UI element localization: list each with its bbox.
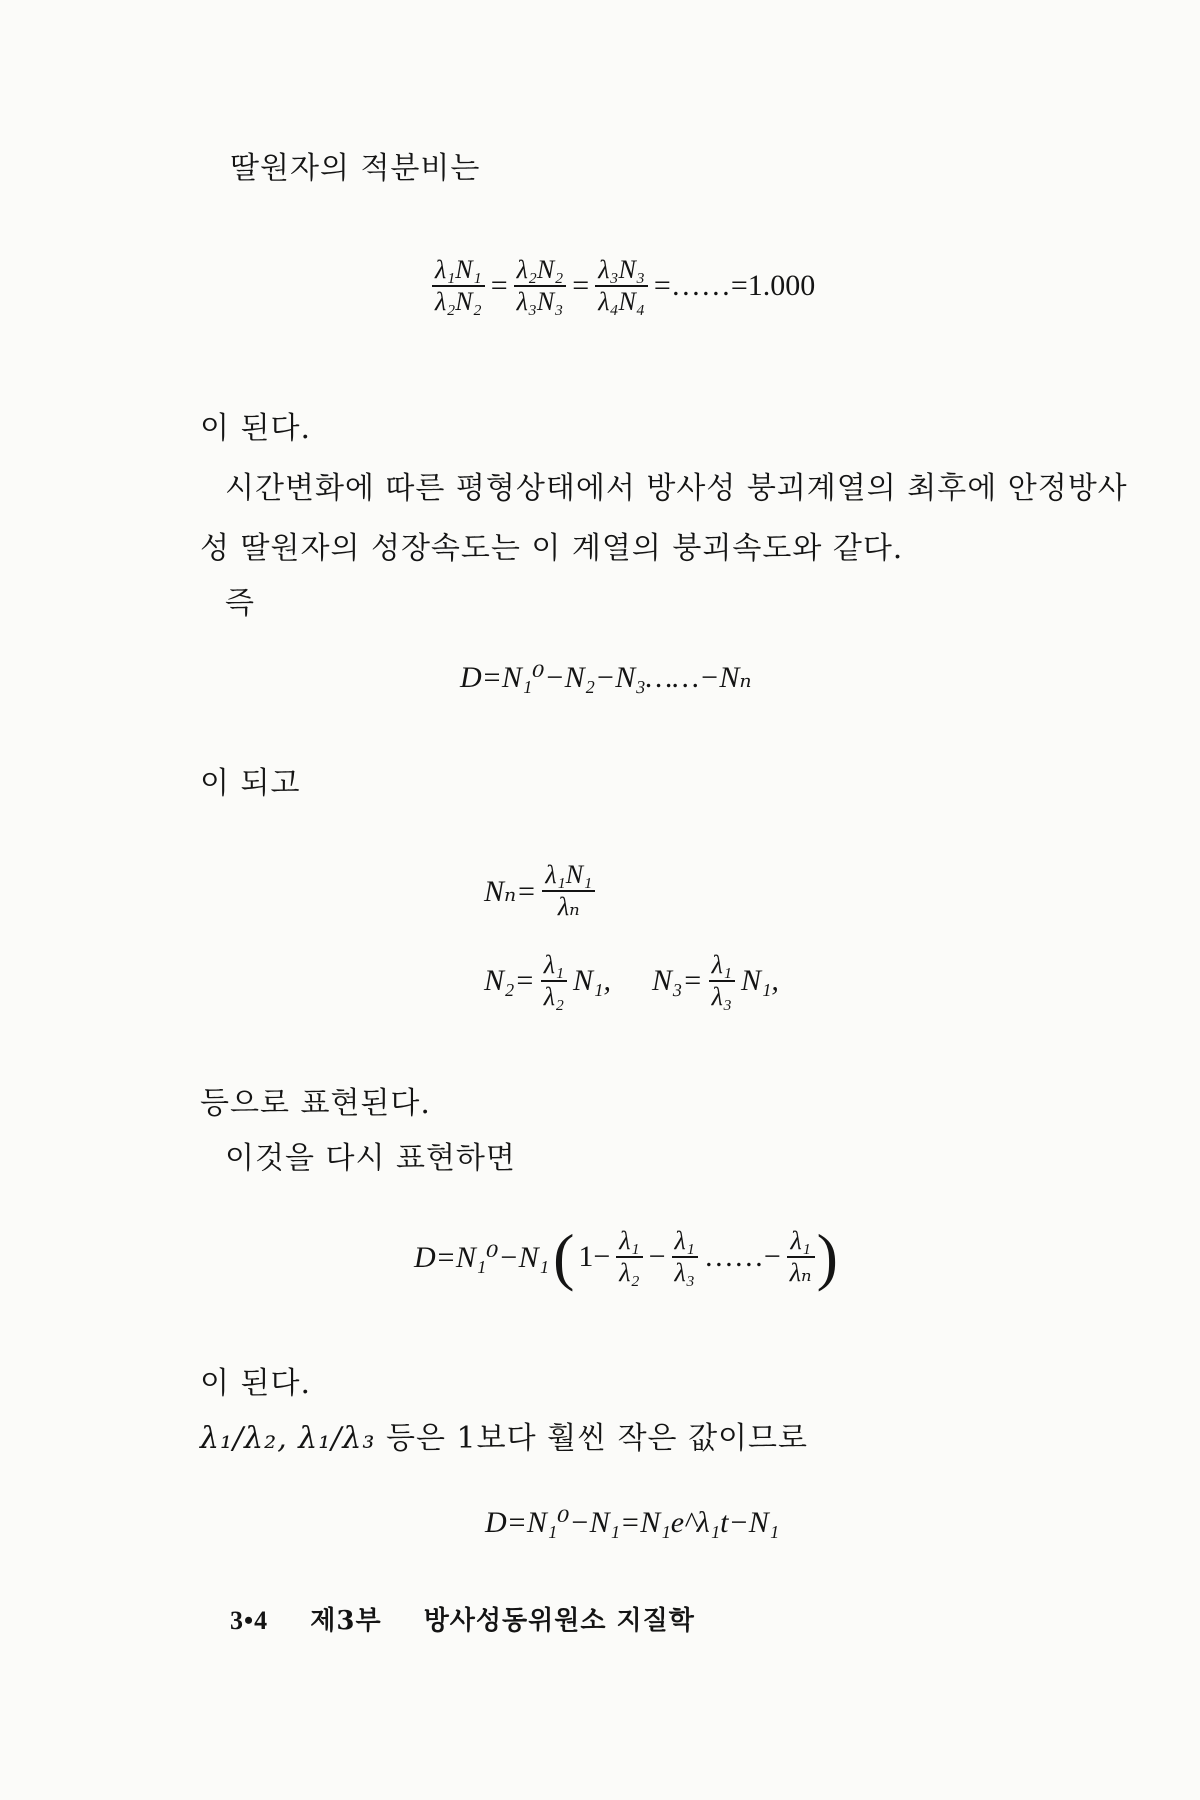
text-line-6: 이 되고 <box>200 766 301 801</box>
lambda-ratios: λ₁/λ₂, λ₁/λ₃ <box>200 1421 376 1456</box>
page-footer <box>230 1600 695 1637</box>
text-line-3: 시간변화에 따른 평형상태에서 방사성 붕괴계열의 최후에 안정방사 <box>225 471 1128 506</box>
text-line-7: 등으로 표현된다. <box>200 1086 431 1121</box>
fraction-2: $\frac{\text{λ₂N₂}}{\text{λ₃N₃}}$ <box>514 255 567 317</box>
fraction-3: $\frac{\text{λ₃N₃}}{\text{λ₄N₄}}$ <box>595 255 648 317</box>
text-line-5: 즉 <box>225 586 255 621</box>
fraction-nn: $\frac{\text{λ₁N₁}}{\text{λₙ}}$ <box>542 860 595 922</box>
text-line-10: λ₁/λ₂, λ₁/λ₃ 등은 1보다 훨씬 작은 값이므로 <box>200 1421 808 1456</box>
fraction-n2: $\frac{\text{λ₁}}{\text{λ₂}}$ <box>541 950 567 1012</box>
part-label: 제3부 <box>310 1606 382 1636</box>
equation-n2-n3: N₂= $\frac{\text{λ₁}}{\text{λ₂}}$ N₁, N₃= $\frac{\text{λ₁}}{\text{λ₃}}$ N₁, <box>484 950 779 1011</box>
equation-ratio-chain: $\frac{\text{λ₁N₁}}{\text{λ₂N₂}}$ = $\frac{\text{λ₂N₂}}{\text{λ₃N₃}}$ = $\frac{\text{λ₃N₃}}{\text{λ₄N₄}}$ =……=1.000 <box>430 255 819 317</box>
fraction-d2: $\frac{\text{λ₁}}{\text{λ₃}}$ <box>672 1226 698 1288</box>
text-line-4: 성 딸원자의 성장속도는 이 계열의 붕괴속도와 같다. <box>200 531 904 566</box>
fraction-d1: $\frac{\text{λ₁}}{\text{λ₂}}$ <box>616 1226 642 1288</box>
text-line-9: 이 된다. <box>200 1366 312 1401</box>
fraction-1: $\frac{\text{λ₁N₁}}{\text{λ₂N₂}}$ <box>432 255 485 317</box>
equation-d-expanded: D=N₁⁰−N₁( 1− $\frac{\text{λ₁}}{\text{λ₂}}$ − $\frac{\text{λ₁}}{\text{λ₃}}$ ……− $\frac{\text{λ₁}}{\text{λₙ}}$ ) <box>414 1221 838 1292</box>
text-line-2: 이 된다. <box>200 411 312 446</box>
page-number: 3•4 <box>230 1606 269 1635</box>
equation-final: D=N₁⁰−N₁=N₁e^λ₁t−N₁ <box>485 1506 780 1539</box>
equation-tail: =……=1.000 <box>653 269 816 302</box>
text-line-1: 딸원자의 적분비는 <box>230 151 481 186</box>
equation-decay-sum: D=N₁⁰−N₂−N₃……−Nₙ <box>460 661 752 694</box>
text-line-8: 이것을 다시 표현하면 <box>225 1141 516 1176</box>
fraction-d3: $\frac{\text{λ₁}}{\text{λₙ}}$ <box>787 1226 815 1288</box>
chapter-title: 방사성동위원소 지질학 <box>423 1606 695 1636</box>
equation-nn: Nₙ= $\frac{\text{λ₁N₁}}{\text{λₙ}}$ <box>480 860 597 922</box>
fraction-n3: $\frac{\text{λ₁}}{\text{λ₃}}$ <box>709 950 735 1012</box>
